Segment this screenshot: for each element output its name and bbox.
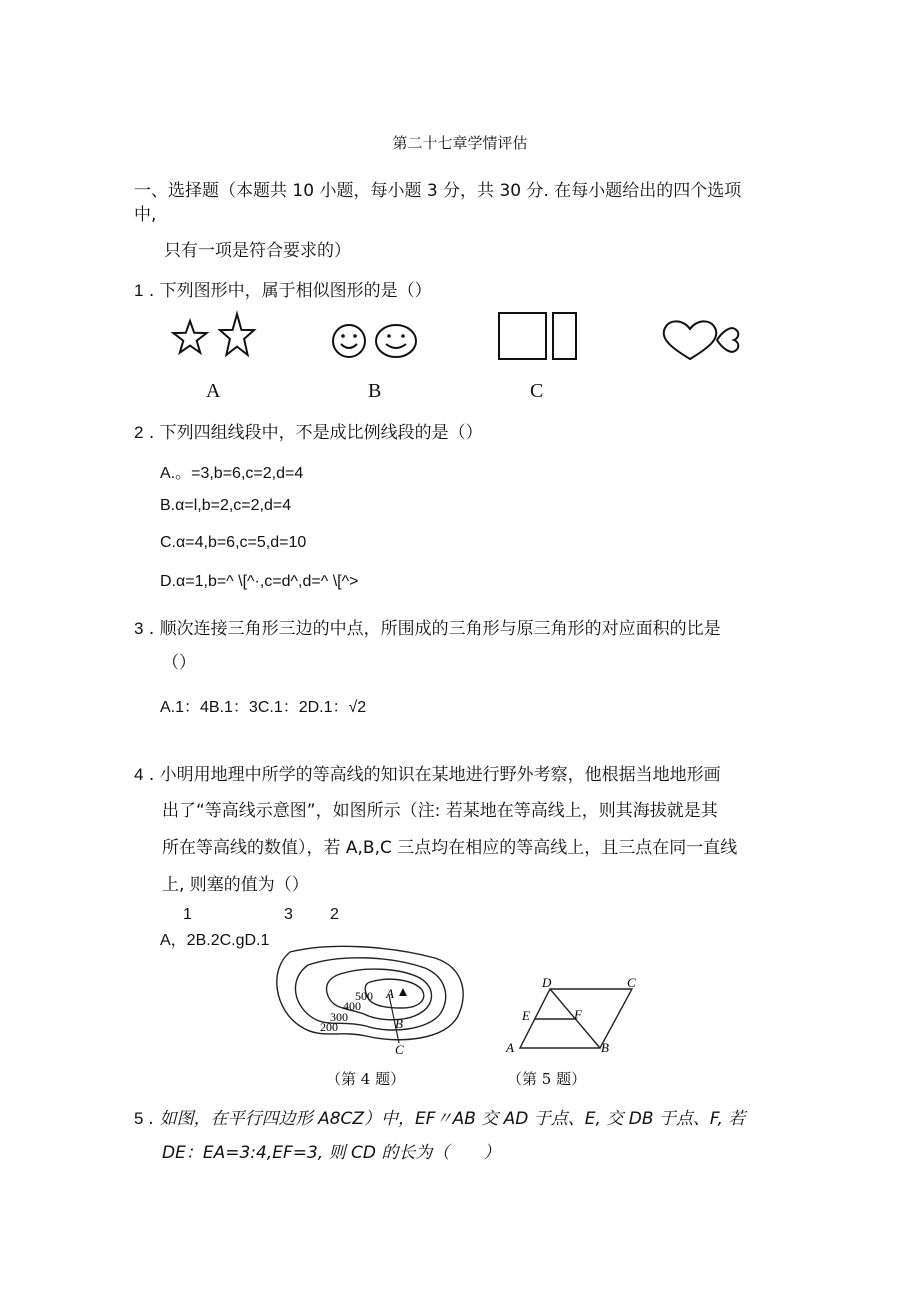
contour-line-500	[365, 979, 424, 1008]
question-number: 4	[134, 765, 144, 784]
heart-icon	[664, 321, 717, 359]
question-text: . 顺次连接三角形三边的中点，所围成的三角形与原三角形的对应面积的比是	[148, 619, 721, 639]
contour-label-400: 400	[343, 999, 361, 1013]
q3-options: A.1：4B.1：3C.1：2D.1：√2	[160, 699, 367, 716]
contour-map-figure	[270, 940, 470, 1060]
vertex-label-f: F	[574, 1007, 582, 1022]
vertex-label-a: A	[506, 1040, 514, 1055]
star-icon	[220, 314, 254, 355]
point-label-b: B	[395, 1016, 403, 1031]
figure-caption-q4: （第 4 题）	[326, 1070, 406, 1088]
figure-label-c: C	[530, 380, 544, 402]
q2-option-b: B.α=l,b=2,c=2,d=4	[160, 497, 292, 514]
parallelogram-figure	[498, 976, 648, 1058]
q3-answer-bracket: （）	[162, 653, 196, 673]
q4-text-line-2: 出了“等高线示意图”，如图所示（注: 若某地在等高线上，则其海拔就是其	[162, 801, 718, 821]
q1-figures	[160, 305, 760, 373]
question-number: 1	[134, 281, 144, 300]
question-2	[134, 418, 483, 443]
figure-label-a: A	[206, 380, 221, 402]
q5-text-line-2: DE：EA=3:4,EF=3, 则 CD 的长为（ ）	[162, 1143, 501, 1163]
point-label-a: A	[386, 986, 394, 1001]
question-4	[134, 760, 721, 785]
question-3	[134, 614, 721, 639]
q2-option-a: A.。=3,b=6,c=2,d=4	[160, 465, 304, 482]
q2-option-d: D.α=1,b=^ \[^·,c=d^,d=^ \[^>	[160, 573, 359, 590]
contour-label-200: 200	[320, 1020, 338, 1034]
question-5	[134, 1104, 745, 1129]
fraction-numerator: 1	[183, 906, 192, 923]
question-text: . 下列四组线段中，不是成比例线段的是（）	[148, 423, 483, 443]
q4-options: A，2B.2C.gD.1	[160, 932, 270, 949]
q4-text-line-4: 上, 则塞的值为（）	[162, 875, 309, 895]
figure-caption-q5: （第 5 题）	[507, 1070, 587, 1088]
square-shape	[499, 313, 546, 359]
question-text: . 下列图形中，属于相似图形的是（）	[148, 281, 432, 301]
fraction-numerator: 3	[284, 906, 293, 923]
heart-icon	[717, 328, 738, 352]
contour-label-500: 500	[355, 989, 373, 1003]
vertex-label-c: C	[627, 976, 636, 990]
vertex-label-d: D	[542, 976, 552, 990]
question-number: 2	[134, 423, 144, 442]
fraction-numerator: 2	[330, 906, 339, 923]
question-1	[134, 276, 432, 301]
peak-marker-icon	[399, 988, 407, 996]
q2-option-c: C.α=4,b=6,c=5,d=10	[160, 534, 307, 551]
section-heading-cont: 中,	[134, 205, 157, 225]
question-text: . 小明用地理中所学的等高线的知识在某地进行野外考察，他根据当地地形画	[148, 765, 721, 785]
smiley-face-icon	[376, 325, 416, 357]
page-title: 第二十七章学情评估	[392, 134, 528, 152]
smiley-face-icon	[333, 325, 365, 357]
question-number: 5	[134, 1109, 144, 1128]
section-heading: 一、选择题（本题共 10 小题，每小题 3 分，共 30 分. 在每小题给出的四个选项	[134, 181, 742, 201]
rectangle-shape	[553, 313, 576, 359]
vertex-label-b: B	[601, 1040, 609, 1055]
question-number: 3	[134, 619, 144, 638]
question-text: . 如图，在平行四边形 A8CZ）中，EF〃AB 交 AD 于点、E, 交 DB 于点、F, 若	[148, 1109, 746, 1129]
point-label-c: C	[395, 1042, 404, 1057]
section-heading-note: 只有一项是符合要求的）	[164, 241, 351, 261]
vertex-label-e: E	[522, 1008, 530, 1023]
star-icon	[173, 321, 206, 353]
figure-label-b: B	[368, 380, 382, 402]
q4-text-line-3: 所在等高线的数值），若 A,B,C 三点均在相应的等高线上，且三点在同一直线	[162, 838, 738, 858]
contour-label-300: 300	[330, 1010, 348, 1024]
